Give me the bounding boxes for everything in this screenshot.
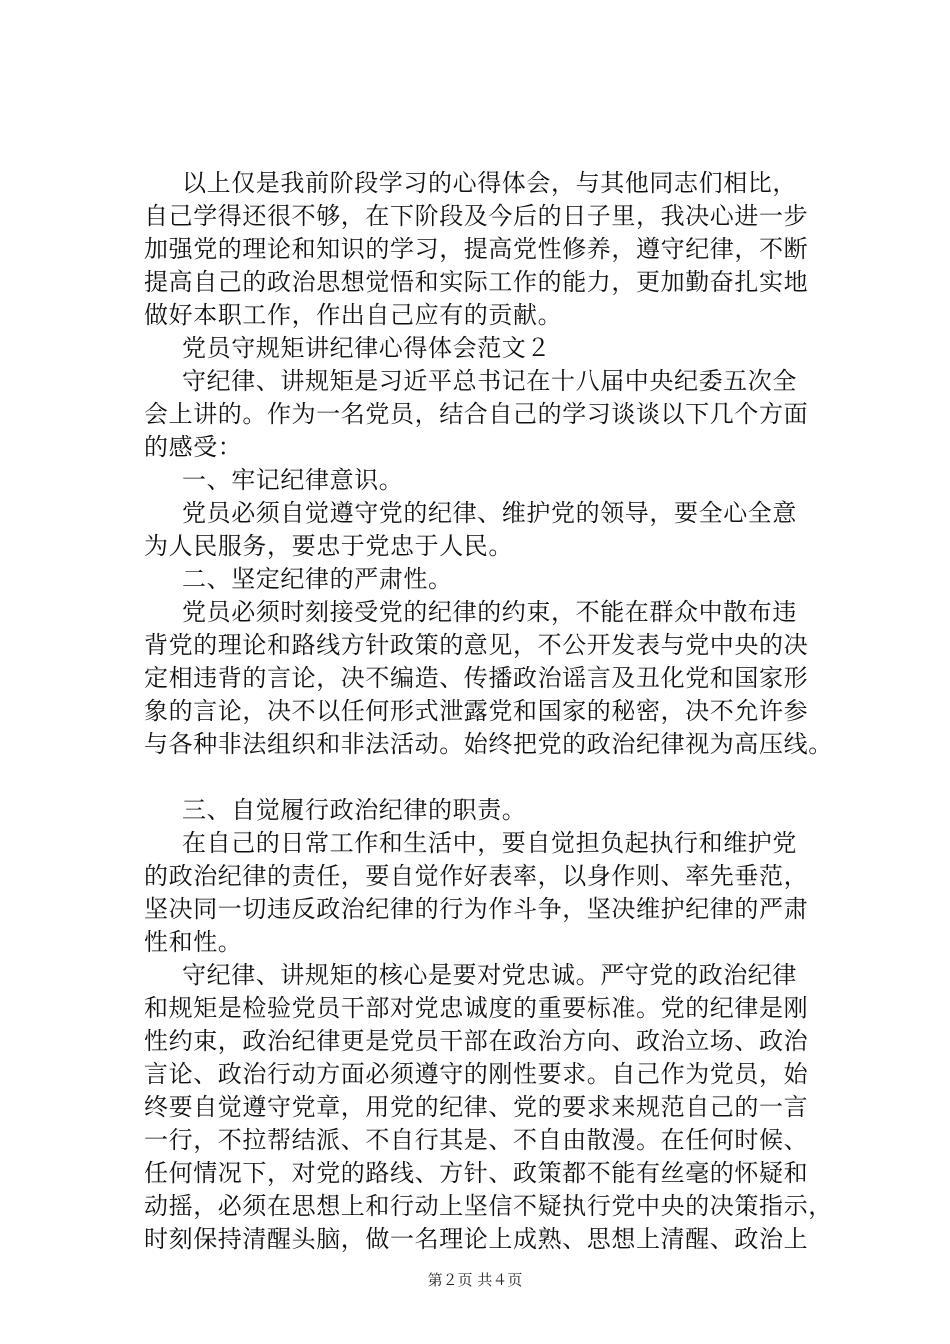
section-title: 党员守规矩讲纪律心得体会范文２ [182, 334, 551, 362]
paragraph-line: 一行，不拉帮结派、不自行其是、不自由散漫。在任何时候、 [144, 1126, 809, 1154]
paragraph-line: 与各种非法组织和非法活动。始终把党的政治纪律视为高压线。 [144, 730, 833, 758]
paragraph-line: 在自己的日常工作和生活中，要自觉担负起执行和维护党 [182, 829, 797, 857]
paragraph-line: 性和性。 [144, 928, 243, 956]
paragraph-line: 的感受： [144, 433, 243, 461]
paragraph-line: 加强党的理论和知识的学习，提高党性修养，遵守纪律，不断 [144, 235, 809, 263]
blank-line [144, 761, 844, 794]
paragraph-line: 的政治纪律的责任，要自觉作好表率，以身作则、率先垂范， [144, 862, 809, 890]
paragraph-line: 终要自觉遵守党章，用党的纪律、党的要求来规范自己的一言 [144, 1093, 809, 1121]
paragraph-line: 象的言论，决不以任何形式泄露党和国家的秘密，决不允许参 [144, 697, 809, 725]
paragraph-line: 守纪律、讲规矩的核心是要对党忠诚。严守党的政治纪律 [182, 961, 797, 989]
paragraph-line: 任何情况下，对党的路线、方针、政策都不能有丝毫的怀疑和 [144, 1159, 809, 1187]
document-body [144, 167, 844, 1256]
paragraph-line: 时刻保持清醒头脑，做一名理论上成熟、思想上清醒、政治上 [144, 1225, 809, 1253]
paragraph-line: 定相违背的言论，决不编造、传播政治谣言及丑化党和国家形 [144, 664, 809, 692]
paragraph-line: 党员必须时刻接受党的纪律的约束，不能在群众中散布违 [182, 598, 797, 626]
paragraph-line: 动摇，必须在思想上和行动上坚信不疑执行党中央的决策指示， [144, 1192, 833, 1220]
heading-one: 一、牢记纪律意识。 [182, 466, 404, 494]
page-number-footer: 第２页 共４页 [427, 1271, 523, 1289]
paragraph-line: 言论、政治行动方面必须遵守的刚性要求。自己作为党员，始 [144, 1060, 809, 1088]
paragraph-line: 做好本职工作，作出自己应有的贡献。 [144, 301, 563, 329]
heading-two: 二、坚定纪律的严肃性。 [182, 565, 453, 593]
paragraph-line: 会上讲的。作为一名党员，结合自己的学习谈谈以下几个方面 [144, 400, 809, 428]
paragraph-line: 坚决同一切违反政治纪律的行为作斗争，坚决维护纪律的严肃 [144, 895, 809, 923]
heading-three: 三、自觉履行政治纪律的职责。 [182, 796, 527, 824]
paragraph-line: 以上仅是我前阶段学习的心得体会，与其他同志们相比， [182, 169, 797, 197]
paragraph-line: 自己学得还很不够，在下阶段及今后的日子里，我决心进一步 [144, 202, 809, 230]
paragraph-line: 和规矩是检验党员干部对党忠诚度的重要标准。党的纪律是刚 [144, 994, 809, 1022]
paragraph-line: 背党的理论和路线方针政策的意见，不公开发表与党中央的决 [144, 631, 809, 659]
paragraph-line: 性约束，政治纪律更是党员干部在政治方向、政治立场、政治 [144, 1027, 809, 1055]
paragraph-line: 为人民服务，要忠于党忠于人民。 [144, 532, 513, 560]
paragraph-line: 党员必须自觉遵守党的纪律、维护党的领导，要全心全意 [182, 499, 797, 527]
paragraph-line: 守纪律、讲规矩是习近平总书记在十八届中央纪委五次全 [182, 367, 797, 395]
paragraph-line: 提高自己的政治思想觉悟和实际工作的能力，更加勤奋扎实地 [144, 268, 809, 296]
